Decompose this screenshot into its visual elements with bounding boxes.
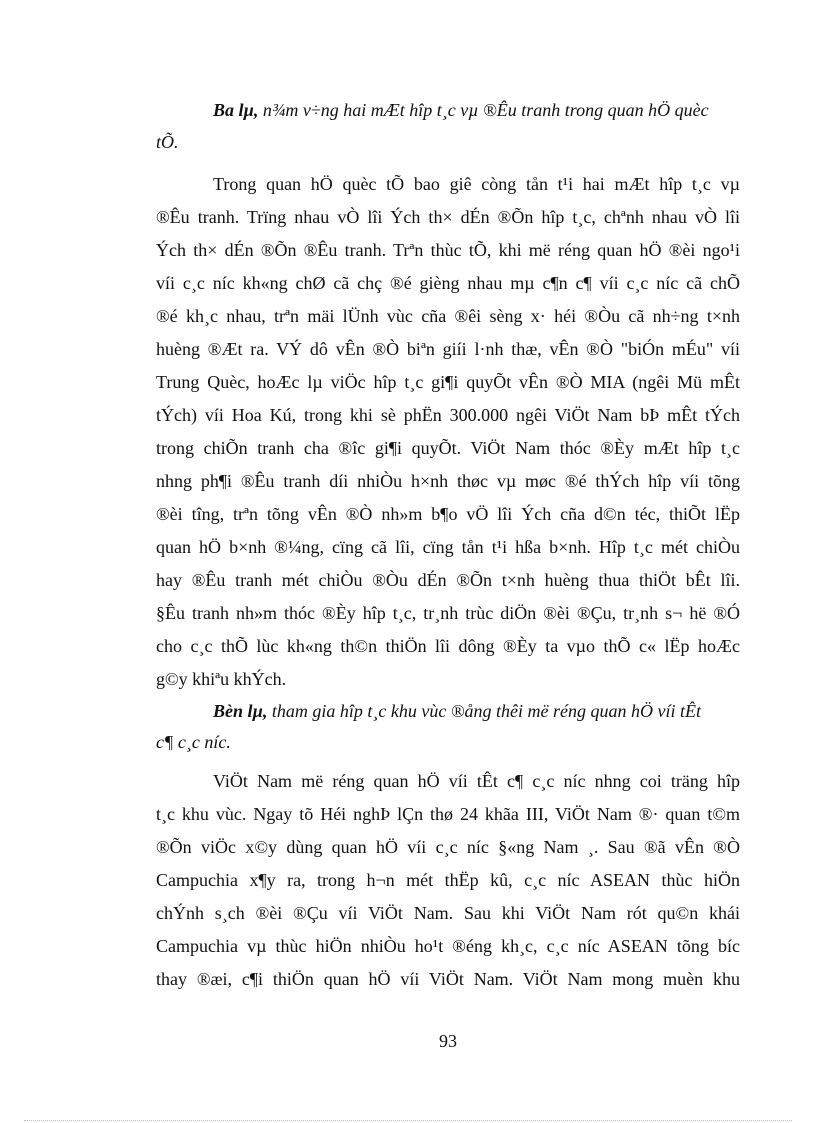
paragraph-line: huèng ®Æt ra. VÝ dô vÊn ®Ò biªn giíi l·nh thæ, vÊn ®Ò "biÓn mÉu" víi xyxy=(156,339,740,359)
paragraph-line: quan hÖ b×nh ®¼ng, cïng cã lîi, cïng tån t¹i hßa b×nh. Hîp t¸c mét chiÒu xyxy=(156,537,740,557)
paragraph-line: ViÖt Nam më réng quan hÖ víi tÊt c¶ c¸c níc nhng coi träng hîp xyxy=(213,771,740,791)
paragraph-line: t¸c khu vùc. Ngay tõ Héi nghÞ lÇn thø 24 khãa III, ViÖt Nam ®· quan t©m xyxy=(156,804,740,824)
paragraph-line: g©y khiªu khÝch. xyxy=(156,669,287,689)
paragraph-line: víi c¸c níc kh«ng chØ cã chç ®é gièng nhau mµ c¶n c¶ víi c¸c níc cã chÕ xyxy=(156,273,740,293)
paragraph-line: trong chiÕn tranh cha ®îc gi¶i quyÕt. ViÖt Nam thóc ®Èy mÆt hîp t¸c xyxy=(156,438,740,458)
page-bottom-divider xyxy=(24,1120,792,1121)
paragraph-line: chÝnh s¸ch ®èi ®Çu víi ViÖt Nam. Sau khi ViÖt Nam rót qu©n khái xyxy=(156,903,740,923)
paragraph-line: thay ®æi, c¶i thiÖn quan hÖ víi ViÖt Nam. ViÖt Nam mong muèn khu xyxy=(156,969,740,989)
heading-continuation: tÕ. xyxy=(156,132,179,152)
paragraph-line: ®èi tîng, trªn tõng vÊn ®Ò nh»m b¶o vÖ lîi Ých cña d©n téc, thiÕt lËp xyxy=(156,504,740,524)
paragraph-line: Trung Quèc, hoÆc lµ viÖc hîp t¸c gi¶i quyÕt vÊn ®Ò MIA (ngêi Mü mÊt xyxy=(156,372,740,392)
paragraph-line: hay ®Êu tranh mét chiÒu ®Òu dÉn ®Õn t×nh huèng thua thiÖt bÊt lîi. xyxy=(156,570,740,590)
paragraph-line: ®é kh¸c nhau, trªn mäi lÜnh vùc cña ®êi sèng x· héi ®Òu cã nh÷ng t×nh xyxy=(156,306,740,326)
paragraph-line: Trong quan hÖ quèc tÕ bao giê còng tån t¹i hai mÆt hîp t¸c vµ xyxy=(213,174,740,194)
section-heading xyxy=(213,699,740,723)
paragraph-line: ®Êu tranh. Trïng nhau vÒ lîi Ých th× dÉn ®Õn hîp t¸c, chªnh nhau vÒ lîi xyxy=(156,207,740,227)
heading-continuation: c¶ c¸c níc. xyxy=(156,732,231,752)
paragraph-line: cho c¸c thÕ lùc kh«ng th©n thiÖn lîi dông ®Èy ta vµo thÕ c« lËp hoÆc xyxy=(156,636,740,656)
heading-lead: Bèn lµ, xyxy=(213,701,268,721)
paragraph-line: tÝch) víi Hoa Kú, trong khi sè phËn 300.000 ngêi ViÖt Nam bÞ mÊt tÝch xyxy=(156,405,740,425)
paragraph-line: Campuchia x¶y ra, trong h¬n mét thËp kû, c¸c níc ASEAN thùc hiÖn xyxy=(156,870,740,890)
paragraph-line: Campuchia vµ thùc hiÖn nhiÒu ho¹t ®éng kh¸c, c¸c níc ASEAN tõng bíc xyxy=(156,936,740,956)
section-heading xyxy=(213,98,740,122)
paragraph-line: nhng ph¶i ®Êu tranh díi nhiÒu h×nh thøc vµ møc ®é thÝch hîp víi tõng xyxy=(156,471,740,491)
paragraph-line: Ých th× dÉn ®Õn ®Êu tranh. Trªn thùc tÕ, khi më réng quan hÖ ®èi ngo¹i xyxy=(156,240,740,260)
heading-text: n¾m v÷ng hai mÆt hîp t¸c vµ ®Êu tranh trong quan hÖ quèc xyxy=(258,100,709,120)
paragraph-line: ®Õn viÖc x©y dùng quan hÖ víi c¸c níc §«ng Nam ¸. Sau ®ã vÊn ®Ò xyxy=(156,837,740,857)
heading-lead: Ba lµ, xyxy=(213,100,259,120)
page-number: 93 xyxy=(439,1031,457,1051)
paragraph-line: §Êu tranh nh»m thóc ®Èy hîp t¸c, tr¸nh trùc diÖn ®èi ®Çu, tr¸nh s¬ hë ®Ó xyxy=(156,603,740,623)
heading-text: tham gia hîp t¸c khu vùc ®ång thêi më réng quan hÖ víi tÊt xyxy=(267,701,701,721)
